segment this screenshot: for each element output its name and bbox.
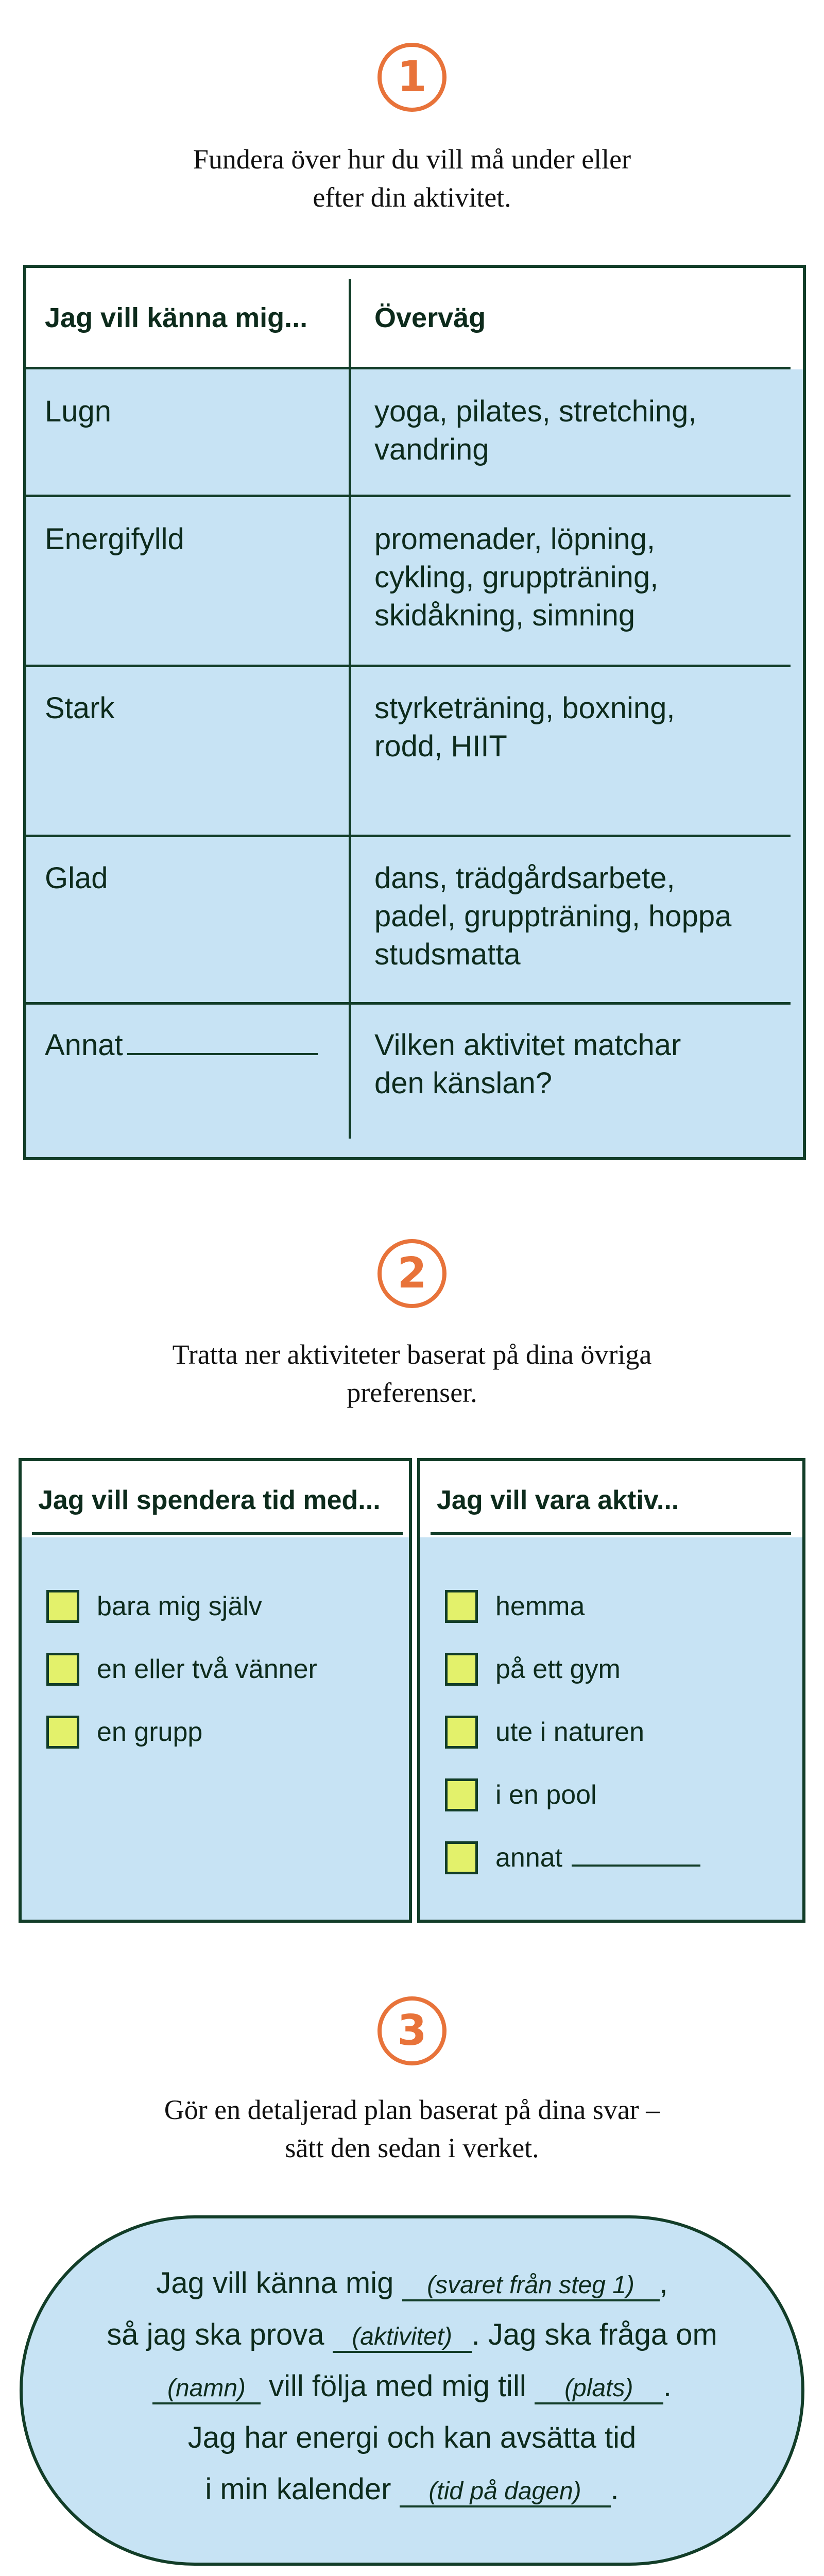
checkbox[interactable] [46,1653,79,1686]
header-feeling: Jag vill känna mig... [45,302,308,333]
step-1-instruction-line2: efter din aktivitet. [313,182,511,213]
answer-field[interactable]: (namn) [152,2374,261,2404]
plan-line-5 [23,2472,801,2507]
annat-blank-line [572,1865,700,1867]
consider-line: rodd, HIIT [374,730,507,763]
step-2-instruction-line1: Tratta ner aktiviteter baserat på dina övriga [172,1339,652,1370]
plan-text: . [663,2369,672,2403]
option-label: hemma [495,1591,585,1621]
answer-field[interactable]: (tid på dagen) [400,2477,611,2507]
step-1-instruction-line1: Fundera över hur du vill må under eller [193,144,631,175]
company-box-rule [32,1532,403,1535]
annat-blank-line [127,1053,318,1055]
step-1-number: 1 [377,43,447,112]
checkbox[interactable] [46,1590,79,1623]
plan-text: så jag ska prova [107,2318,324,2351]
option-label: en grupp [97,1717,203,1747]
checkbox[interactable] [46,1716,79,1749]
option-row[interactable] [445,1778,597,1811]
company-box-title: Jag vill spendera tid med... [38,1485,381,1515]
plan-text: Jag vill känna mig [156,2266,394,2300]
column-divider [349,279,351,1139]
consider-stark [374,689,786,766]
answer-field[interactable]: (plats) [535,2374,663,2404]
plan-line-1 [23,2266,801,2301]
row-divider [26,1002,791,1005]
plan-line-4: Jag har energi och kan avsätta tid [187,2421,637,2454]
consider-line: padel, gruppträning, hoppa [374,900,732,933]
row-divider [26,495,791,497]
step-1-instruction [77,140,747,216]
consider-line: cykling, gruppträning, [374,561,659,594]
row-divider [26,835,791,837]
step-2-instruction [77,1335,747,1412]
company-box [19,1458,412,1923]
step-2-number: 2 [377,1239,447,1308]
header-consider: Överväg [374,302,486,333]
plan-text: . Jag ska fråga om [471,2318,717,2351]
row-divider [26,367,791,369]
feeling-lugn: Lugn [45,395,112,428]
location-box-title: Jag vill vara aktiv... [437,1485,679,1515]
option-label: bara mig själv [97,1591,262,1621]
checkbox[interactable] [445,1841,478,1874]
feeling-annat [45,1026,344,1064]
plan-line-3 [23,2369,801,2404]
option-row[interactable] [445,1590,585,1623]
option-label: en eller två vänner [97,1654,317,1684]
plan-text: i min kalender [205,2472,391,2506]
location-box [417,1458,805,1923]
feeling-stark: Stark [45,691,115,725]
consider-line: yoga, pilates, stretching, [374,395,697,428]
consider-line: promenader, löpning, [374,522,655,556]
option-row[interactable] [46,1590,262,1623]
option-row[interactable] [445,1653,621,1686]
feeling-annat-label: Annat [45,1028,123,1062]
plan-text: vill följa med mig till [269,2369,526,2403]
consider-line: Vilken aktivitet matchar [374,1028,681,1062]
option-label: på ett gym [495,1654,621,1684]
plan-text: , [659,2266,668,2300]
option-label: i en pool [495,1780,597,1810]
option-row[interactable] [445,1716,644,1749]
step-3-instruction-line2: sätt den sedan i verket. [285,2132,539,2163]
option-row[interactable] [46,1716,202,1749]
step-3-number: 3 [377,1996,447,2065]
consider-energifylld [374,520,786,635]
consider-lugn [374,393,786,469]
row-divider [26,665,791,667]
consider-line: vandring [374,433,489,466]
step-2-instruction-line2: preferenser. [347,1377,477,1408]
consider-glad [374,859,786,974]
answer-field[interactable]: (svaret från steg 1) [402,2271,660,2301]
plan-box [20,2215,804,2566]
option-row[interactable] [46,1653,317,1686]
location-box-rule [431,1532,791,1535]
option-label-text: annat [495,1843,563,1873]
step-3-instruction [77,2091,747,2167]
consider-line: skidåkning, simning [374,599,636,632]
consider-line: studsmatta [374,938,521,971]
checkbox[interactable] [445,1716,478,1749]
checkbox[interactable] [445,1590,478,1623]
consider-line: den känslan? [374,1066,553,1100]
feeling-glad: Glad [45,861,108,895]
plan-text: . [610,2472,619,2506]
answer-field[interactable]: (aktivitet) [333,2323,472,2353]
option-label: ute i naturen [495,1717,645,1747]
consider-annat [374,1026,786,1103]
consider-line: dans, trädgårdsarbete, [374,861,675,895]
option-label [495,1842,700,1873]
step-3-instruction-line1: Gör en detaljerad plan baserat på dina svar – [164,2094,660,2125]
checkbox[interactable] [445,1653,478,1686]
option-row[interactable] [445,1841,700,1874]
checkbox[interactable] [445,1778,478,1811]
feeling-energifylld: Energifylld [45,522,184,556]
consider-line: styrketräning, boxning, [374,691,675,725]
plan-line-2 [23,2317,801,2353]
feelings-table [23,265,806,1160]
